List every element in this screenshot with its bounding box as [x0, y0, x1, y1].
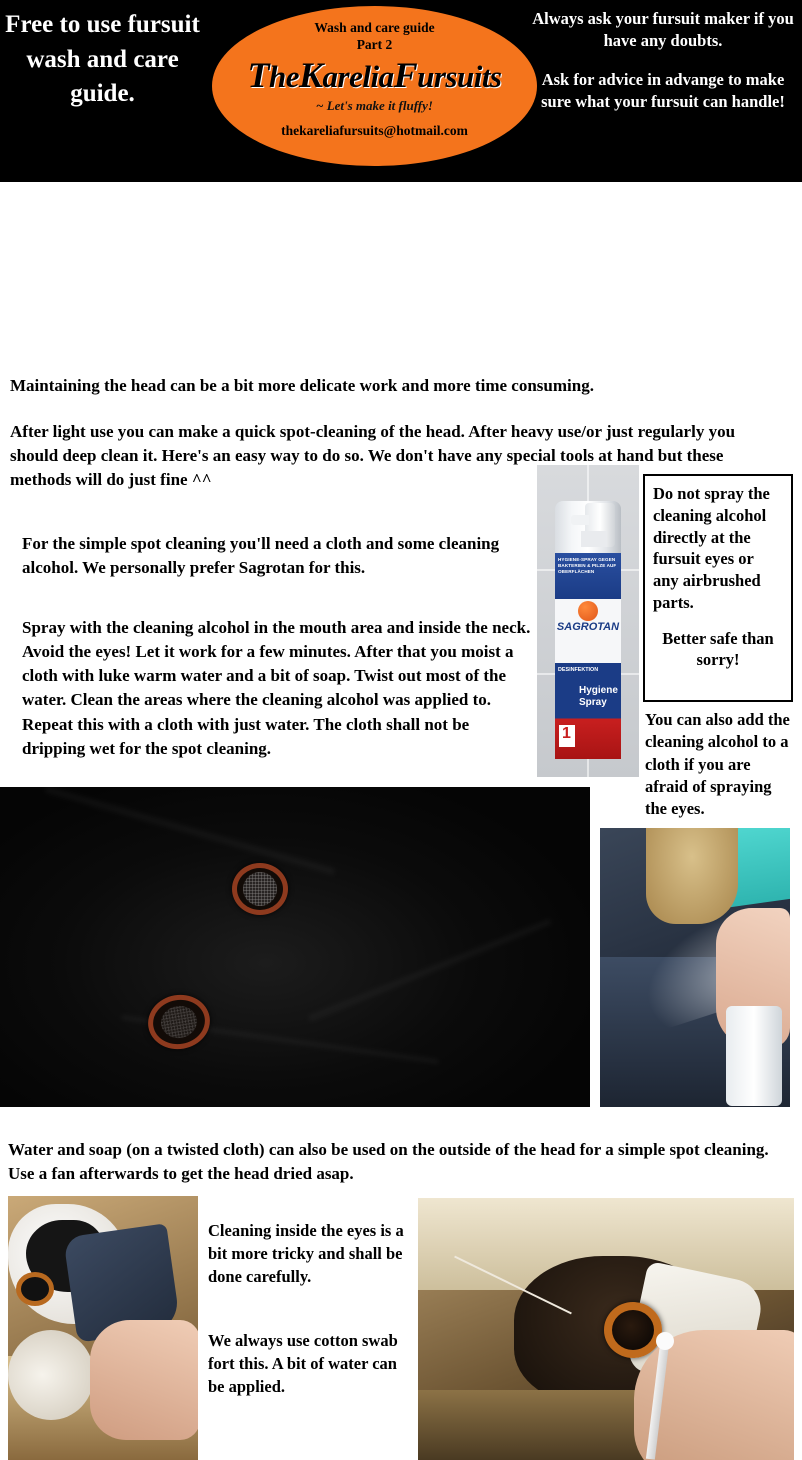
logo-subtitle-line2: Part 2: [356, 36, 393, 52]
paragraph-inside-eyes: Cleaning inside the eyes is a bit more tricky and shall be done carefully.: [208, 1221, 404, 1286]
spray-bottle: [726, 1006, 782, 1106]
logo-brand-name: TheKareliaFursuits: [247, 55, 502, 95]
logo-tagline: ~ Let's make it fluffy!: [316, 98, 433, 113]
paragraph-also-add-cloth: You can also add the cleaning alcohol to a cloth if you are afraid of spraying the eyes.: [645, 710, 790, 819]
eye-mesh: [158, 1003, 199, 1041]
white-fur-lower: [8, 1330, 94, 1420]
bottle-neck: [581, 531, 607, 547]
paragraph-spray-instructions: Spray with the cleaning alcohol in the mouth area and inside the neck. Avoid the eyes! Let it work for a few minutes. After that you moist a cloth with luke warm water and a bit of soap. Twist out most of the water. Clean the areas where the cleaning alcohol was applied to. Repeat this with a cloth with just water. The cloth shall not be dripping wet for the spot cleaning.: [22, 618, 531, 758]
paragraph-simple-spot-cleaning: For the simple spot cleaning you'll need a cloth and some cleaning alcohol. We personally prefer Sagrotan for this.: [22, 534, 500, 578]
paragraph-water-and-soap: Water and soap (on a twisted cloth) can also be used on the outside of the head for a simple spot cleaning. Use a fan afterwards to get the head dried asap.: [8, 1140, 769, 1184]
paragraph-intro: Maintaining the head can be a bit more delicate work and more time consuming.: [10, 376, 594, 395]
paragraph-cotton-swab: We always use cotton swab fort this. A bit of water can be applied.: [208, 1331, 398, 1396]
logo-subtitle-line1: Wash and care guide: [314, 20, 435, 35]
bottle-body: [555, 501, 621, 759]
photo-dark-fursuit-head: [0, 787, 590, 1107]
header-note-ask-advice: Ask for advice in advange to make sure what your fursuit can handle!: [541, 69, 785, 111]
logo-email: thekareliafursuits@hotmail.com: [281, 123, 468, 138]
photo-cotton-swab-eye-cleaning: [418, 1198, 794, 1460]
warning-box: [643, 474, 793, 702]
label-hygiene-text: Hygiene Spray: [579, 685, 618, 708]
photo-spray-onto-cloth: [600, 828, 790, 1107]
header-right-notes: [528, 8, 798, 113]
bottle-label-top: [555, 553, 621, 599]
page-header: [0, 0, 802, 182]
photo-background: [0, 787, 590, 1107]
warning-text-secondary: Better safe than sorry!: [662, 628, 774, 670]
bottle-nozzle: [571, 515, 589, 525]
hand: [90, 1320, 198, 1440]
header-note-ask-maker: Always ask your fursuit maker if you have any doubts.: [532, 9, 794, 50]
eye-mesh: [243, 872, 277, 906]
bottle-label-bottom: [555, 663, 621, 759]
bottle-label-brand: [555, 599, 621, 663]
warning-text-main: Do not spray the cleaning alcohol directly at the fursuit eyes or any airbrushed parts.: [653, 484, 770, 612]
photo-cloth-wiping-head: [8, 1196, 198, 1460]
fursuit-eye: [604, 1302, 662, 1358]
brand-logo: [212, 6, 537, 166]
brand-dot-icon: [578, 601, 598, 621]
label-desinfektion-text: DESINFEKTION: [558, 667, 599, 673]
logo-subtitle: [212, 20, 537, 54]
fursuit-eye-upper: [232, 863, 288, 915]
cotton-swab-tip: [656, 1332, 674, 1350]
paragraph-after-light-use: After light use you can make a quick spot-cleaning of the head. After heavy use/or just regularly you should deep clean it. Here's an easy way to do so. We don't have any special tools at hand but these methods will do just fine ^^: [10, 422, 736, 490]
photo-sagrotan-bottle: [537, 465, 639, 777]
header-left-title: Free to use fursuit wash and care guide.: [5, 11, 200, 107]
brand-name-text: SAGROTAN: [556, 621, 620, 633]
fursuit-eye: [16, 1272, 54, 1306]
label-number-text: 1: [562, 725, 571, 742]
label-blue-text: HYGIENE-SPRAY GEGEN BAKTERIEN & PILZE AUF OBERFLÄCHEN: [558, 557, 617, 575]
blonde-hair: [646, 828, 738, 924]
